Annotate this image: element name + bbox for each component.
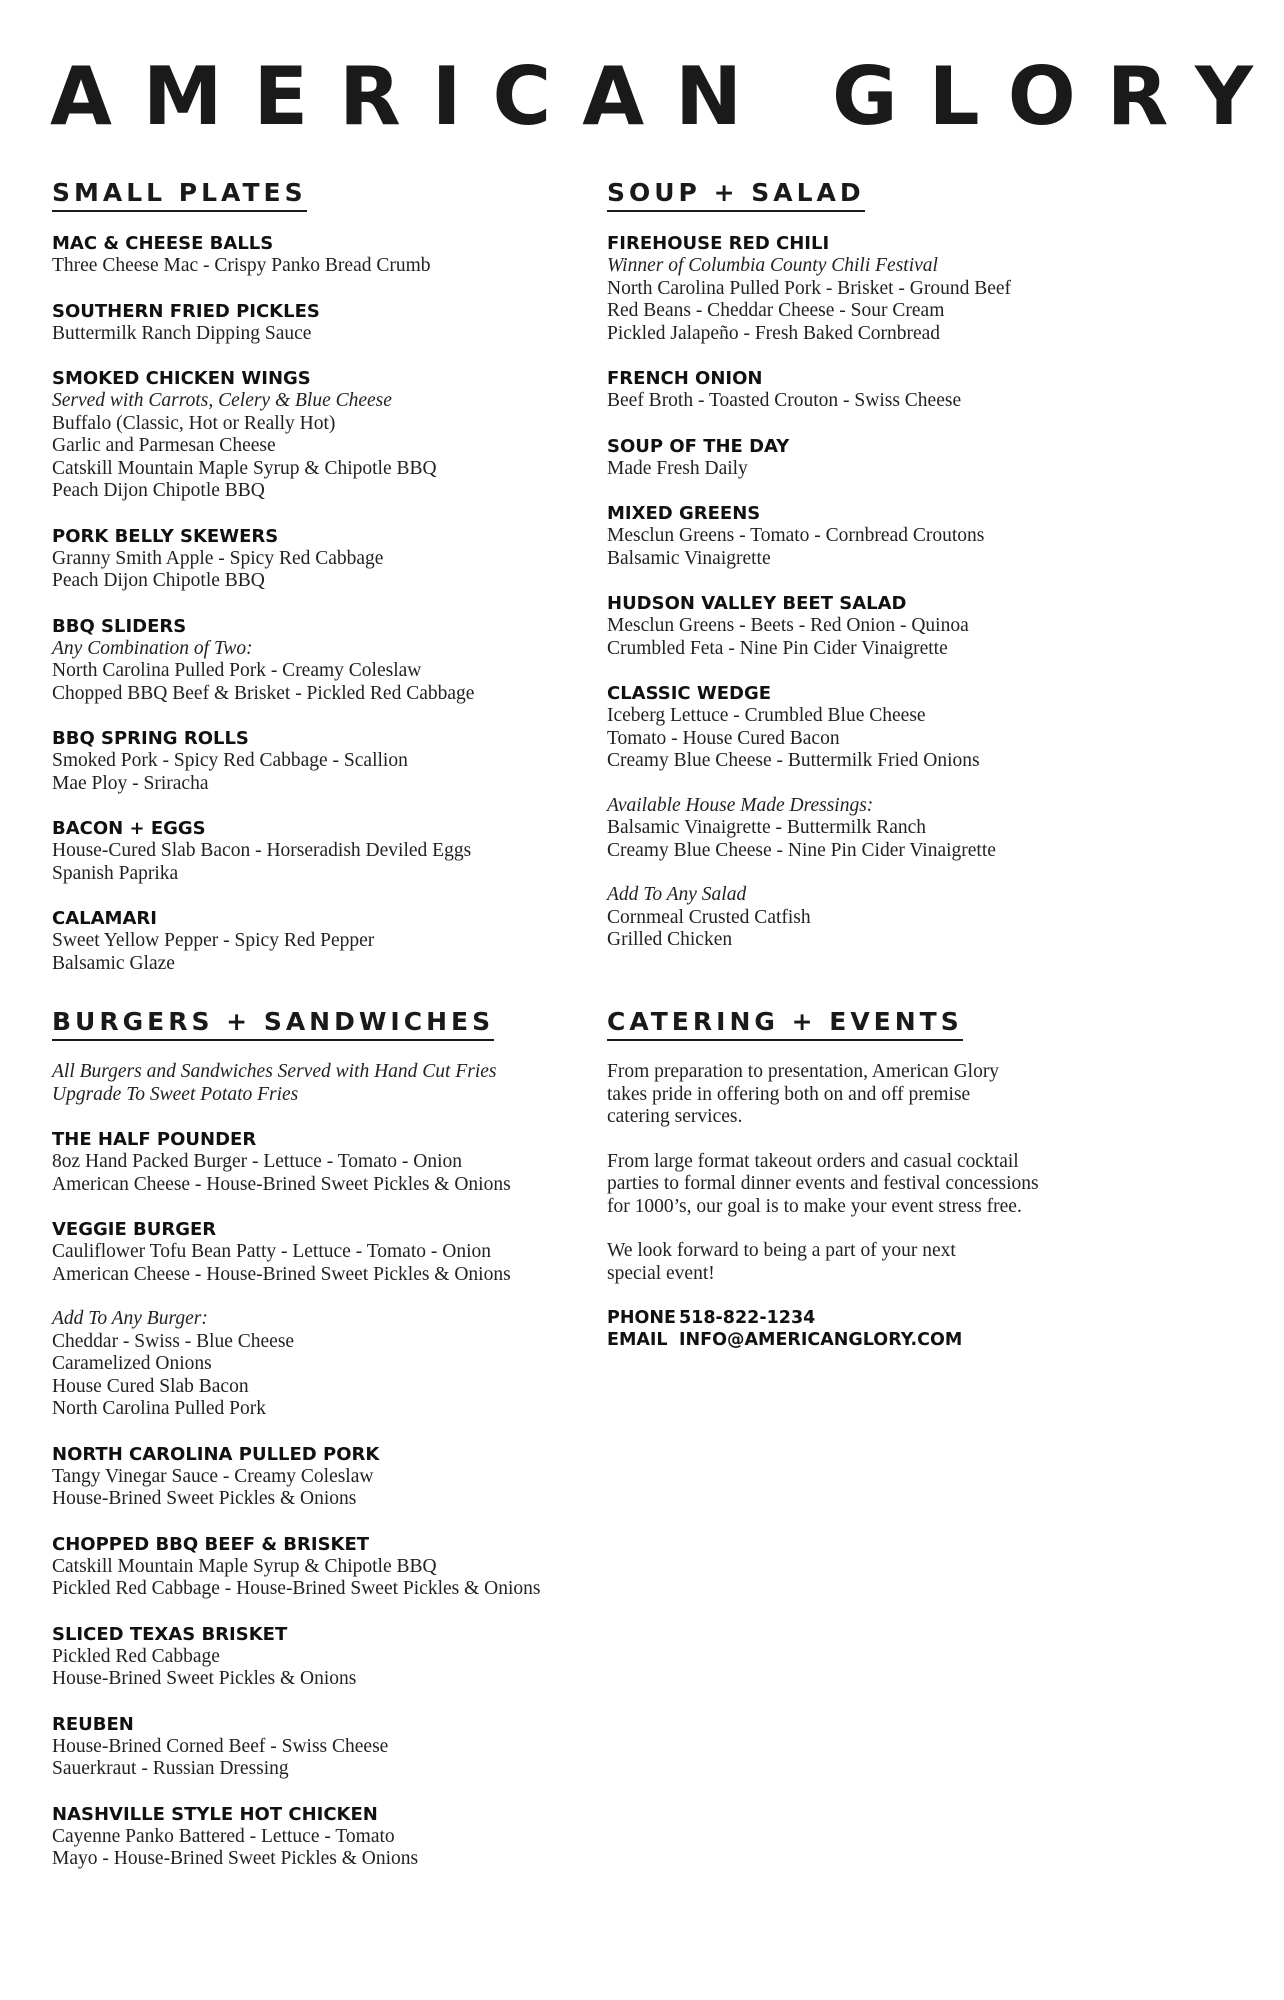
- menu-item: [52, 367, 572, 503]
- burgers-intro: [52, 1061, 572, 1106]
- menu-item-description: Sauerkraut - Russian Dressing: [52, 1758, 289, 1779]
- note-lines: [607, 817, 1107, 862]
- menu-item-description: Three Cheese Mac - Crispy Panko Bread Crumb: [52, 255, 431, 276]
- menu-list: [52, 232, 572, 975]
- intro-line: All Burgers and Sandwiches Served with Hand Cut Fries: [52, 1061, 497, 1082]
- text-line: parties to formal dinner events and festival concessions: [607, 1173, 1039, 1194]
- menu-item-description: Spanish Paprika: [52, 862, 179, 884]
- section-heading: SOUP + SALAD: [607, 178, 865, 212]
- text-line: Cornmeal Crusted Catfish: [607, 906, 811, 928]
- menu-item-note: Any Combination of Two:: [52, 637, 253, 659]
- menu-item-description: Sweet Yellow Pepper - Spicy Red Pepper: [52, 930, 375, 951]
- text-line: House Cured Slab Bacon: [52, 1375, 249, 1397]
- email-label: EMAIL: [607, 1330, 668, 1350]
- menu-item-description: Pickled Red Cabbage - House-Brined Sweet Pickles & Onions: [52, 1578, 541, 1599]
- menu-item-description: North Carolina Pulled Pork - Creamy Coleslaw: [52, 660, 422, 681]
- add-to-salad-note: [607, 884, 1107, 952]
- menu-item-description: House-Brined Sweet Pickles & Onions: [52, 1668, 357, 1689]
- menu-item-description: Buttermilk Ranch Dipping Sauce: [52, 322, 312, 344]
- menu-item: [52, 1623, 572, 1691]
- intro-line: Upgrade To Sweet Potato Fries: [52, 1083, 299, 1105]
- menu-item: [52, 1218, 572, 1286]
- menu-item-name: FRENCH ONION: [607, 368, 763, 389]
- small-plates-section: [52, 178, 572, 997]
- menu-item: [607, 435, 1107, 481]
- menu-item-description: 8oz Hand Packed Burger - Lettuce - Tomato - Onion: [52, 1151, 463, 1172]
- menu-list: [52, 1128, 572, 1286]
- burgers-section: [52, 1007, 572, 1893]
- menu-item-description: Creamy Blue Cheese - Buttermilk Fried Onions: [607, 750, 980, 771]
- menu-item-name: CLASSIC WEDGE: [607, 683, 772, 704]
- text-line: Grilled Chicken: [607, 929, 733, 950]
- catering-paragraph: [607, 1151, 1107, 1219]
- menu-item-name: NORTH CAROLINA PULLED PORK: [52, 1443, 380, 1465]
- menu-item-name: SOUTHERN FRIED PICKLES: [52, 300, 320, 322]
- menu-item-description: Balsamic Glaze: [52, 952, 175, 974]
- menu-item-description: Granny Smith Apple - Spicy Red Cabbage: [52, 547, 384, 569]
- menu-item: [52, 615, 572, 706]
- menu-item-description: Mesclun Greens - Tomato - Cornbread Croutons: [607, 525, 985, 546]
- menu-item: [52, 907, 572, 975]
- menu-item-description: American Cheese - House-Brined Sweet Pickles & Onions: [52, 1263, 511, 1285]
- menu-item: [607, 367, 1107, 413]
- menu-item-description: Balsamic Vinaigrette: [607, 547, 771, 569]
- note-lines: [607, 907, 1107, 952]
- menu-item-name: BBQ SPRING ROLLS: [52, 728, 249, 749]
- menu-item-name: CHOPPED BBQ BEEF & BRISKET: [52, 1533, 370, 1555]
- catering-section: [607, 1007, 1107, 1351]
- section-heading: BURGERS + SANDWICHES: [52, 1007, 494, 1041]
- section-heading: CATERING + EVENTS: [607, 1007, 963, 1041]
- menu-item-description: Cayenne Panko Battered - Lettuce - Tomato: [52, 1825, 395, 1847]
- phone-label: PHONE: [607, 1308, 676, 1328]
- menu-item-name: VEGGIE BURGER: [52, 1219, 217, 1240]
- menu-item-name: REUBEN: [52, 1713, 134, 1735]
- menu-item-name: SOUP OF THE DAY: [607, 435, 790, 457]
- note-label: Add To Any Burger:: [52, 1308, 208, 1329]
- add-to-burger: [52, 1308, 572, 1421]
- catering-paragraph: [607, 1061, 1107, 1129]
- menu-item-name: FIREHOUSE RED CHILI: [607, 233, 830, 254]
- menu-item-description: Red Beans - Cheddar Cheese - Sour Cream: [607, 300, 945, 321]
- menu-item-description: House-Brined Corned Beef - Swiss Cheese: [52, 1735, 389, 1757]
- email-line: [607, 1329, 1107, 1351]
- menu-item: [52, 1128, 572, 1196]
- menu-item-note: Served with Carrots, Celery & Blue Cheese: [52, 390, 392, 411]
- menu-item-description: Peach Dijon Chipotle BBQ: [52, 570, 265, 591]
- text-line: From large format takeout orders and casual cocktail: [607, 1150, 1019, 1172]
- text-line: catering services.: [607, 1106, 743, 1127]
- text-line: takes pride in offering both on and off premise: [607, 1083, 971, 1105]
- menu-item-name: BBQ SLIDERS: [52, 615, 187, 637]
- menu-item-description: House-Cured Slab Bacon - Horseradish Deviled Eggs: [52, 840, 472, 861]
- text-line: Cheddar - Swiss - Blue Cheese: [52, 1330, 295, 1352]
- menu-item-description: Catskill Mountain Maple Syrup & Chipotle BBQ: [52, 1555, 437, 1577]
- note-label: Available House Made Dressings:: [607, 794, 874, 816]
- restaurant-title: AMERICAN GLORY: [50, 50, 1284, 143]
- menu-item-description: Cauliflower Tofu Bean Patty - Lettuce - Tomato - Onion: [52, 1241, 491, 1262]
- menu-item-name: MIXED GREENS: [607, 503, 761, 524]
- menu-item-name: PORK BELLY SKEWERS: [52, 525, 279, 547]
- menu-item-description: Pickled Jalapeño - Fresh Baked Cornbread: [607, 322, 941, 344]
- text-line: Balsamic Vinaigrette - Buttermilk Ranch: [607, 817, 927, 838]
- phone-line: [607, 1307, 1107, 1329]
- catering-paragraph: [607, 1240, 1107, 1285]
- menu-item: [52, 232, 572, 278]
- menu-item: [607, 502, 1107, 570]
- menu-item: [52, 525, 572, 593]
- menu-item: [52, 727, 572, 795]
- menu-item-description: Crumbled Feta - Nine Pin Cider Vinaigrette: [607, 637, 948, 659]
- menu-item-description: House-Brined Sweet Pickles & Onions: [52, 1488, 357, 1509]
- menu-item-name: SLICED TEXAS BRISKET: [52, 1623, 288, 1645]
- note-label: Add To Any Salad: [607, 884, 747, 905]
- menu-item-description: Mae Ploy - Sriracha: [52, 772, 209, 794]
- menu-item-name: NASHVILLE STYLE HOT CHICKEN: [52, 1803, 378, 1825]
- menu-item-description: Made Fresh Daily: [607, 457, 748, 479]
- menu-item-description: North Carolina Pulled Pork - Brisket - Ground Beef: [607, 277, 1012, 299]
- menu-item-name: THE HALF POUNDER: [52, 1129, 257, 1150]
- menu-item: [52, 1533, 572, 1601]
- menu-item-description: American Cheese - House-Brined Sweet Pickles & Onions: [52, 1173, 511, 1195]
- menu-item-description: Garlic and Parmesan Cheese: [52, 435, 276, 456]
- menu-item-name: HUDSON VALLEY BEET SALAD: [607, 593, 907, 614]
- menu-item: [52, 1713, 572, 1781]
- menu-item: [52, 817, 572, 885]
- dressings-note: [607, 795, 1107, 863]
- text-line: Creamy Blue Cheese - Nine Pin Cider Vinaigrette: [607, 839, 996, 861]
- email-address[interactable]: INFO@AMERICANGLORY.COM: [679, 1330, 963, 1350]
- text-line: for 1000’s, our goal is to make your event stress free.: [607, 1195, 1022, 1217]
- menu-item-description: Pickled Red Cabbage: [52, 1645, 220, 1667]
- note-lines: [52, 1331, 572, 1421]
- menu-item-description: Tangy Vinegar Sauce - Creamy Coleslaw: [52, 1465, 374, 1487]
- menu-item: [607, 682, 1107, 773]
- menu-item-description: Tomato - House Cured Bacon: [607, 727, 840, 749]
- menu-item-name: MAC & CHEESE BALLS: [52, 233, 274, 254]
- phone-number[interactable]: 518-822-1234: [679, 1308, 816, 1328]
- menu-item: [52, 1803, 572, 1871]
- text-line: special event!: [607, 1262, 715, 1284]
- menu-item-description: Catskill Mountain Maple Syrup & Chipotle BBQ: [52, 457, 437, 479]
- menu-item-description: Mesclun Greens - Beets - Red Onion - Quinoa: [607, 615, 969, 636]
- text-line: Caramelized Onions: [52, 1353, 212, 1374]
- menu-item-description: Chopped BBQ Beef & Brisket - Pickled Red Cabbage: [52, 682, 475, 704]
- menu-item-description: Buffalo (Classic, Hot or Really Hot): [52, 412, 336, 434]
- menu-item-name: BACON + EGGS: [52, 818, 206, 839]
- menu-list: [607, 232, 1107, 773]
- menu-item-note: Winner of Columbia County Chili Festival: [607, 255, 938, 276]
- text-line: From preparation to presentation, American Glory: [607, 1061, 1000, 1082]
- menu-item-description: Iceberg Lettuce - Crumbled Blue Cheese: [607, 705, 926, 726]
- section-heading: SMALL PLATES: [52, 178, 307, 212]
- menu-item-name: CALAMARI: [52, 908, 157, 929]
- soup-salad-section: [607, 178, 1107, 974]
- text-line: We look forward to being a part of your next: [607, 1240, 956, 1261]
- menu-item-description: Peach Dijon Chipotle BBQ: [52, 480, 265, 501]
- menu-item-name: SMOKED CHICKEN WINGS: [52, 368, 311, 389]
- menu-item: [52, 300, 572, 346]
- menu-item-description: Mayo - House-Brined Sweet Pickles & Onions: [52, 1848, 419, 1869]
- text-line: North Carolina Pulled Pork: [52, 1398, 266, 1419]
- menu-item: [52, 1443, 572, 1511]
- menu-item-description: Smoked Pork - Spicy Red Cabbage - Scallion: [52, 750, 408, 771]
- menu-item: [607, 592, 1107, 660]
- menu-item-description: Beef Broth - Toasted Crouton - Swiss Cheese: [607, 390, 962, 411]
- menu-item: [607, 232, 1107, 345]
- menu-list: [52, 1443, 572, 1871]
